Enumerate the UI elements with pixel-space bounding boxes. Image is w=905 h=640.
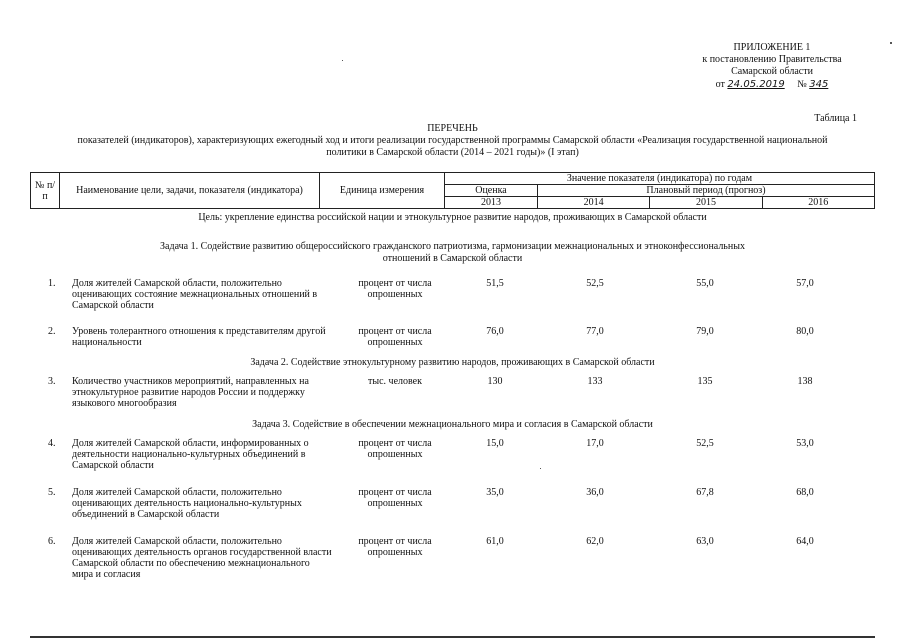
indicator-name: Уровень толерантного отношения к представителям другой национальности	[72, 326, 326, 348]
value-2015: 135	[697, 376, 713, 387]
indicator-unit: процент от числа опрошенных	[358, 278, 432, 300]
appendix-date-row	[687, 79, 857, 91]
value-2013: 76,0	[486, 326, 504, 337]
document-title: ПЕРЕЧЕНЬ	[427, 123, 478, 134]
scan-speck	[890, 42, 892, 44]
handwritten-number: 345	[809, 79, 829, 90]
value-2016: 53,0	[796, 438, 814, 449]
date-prefix: от	[715, 79, 725, 90]
number-prefix: №	[797, 79, 807, 90]
value-2013: 51,5	[486, 278, 504, 289]
row-number: 6.	[48, 536, 56, 547]
row-number: 3.	[48, 376, 56, 387]
indicators-table-header	[30, 172, 875, 209]
value-2013: 35,0	[486, 487, 504, 498]
year-header: 2015	[650, 197, 762, 209]
handwritten-date: 24.05.2019	[727, 79, 785, 90]
value-2014: 52,5	[586, 278, 604, 289]
indicator-unit: процент от числа опрошенных	[358, 536, 432, 558]
indicator-name: Доля жителей Самарской области, положительно оценивающих состояние межнациональных отношений в Самарской области	[72, 278, 318, 311]
col-name-header: Наименование цели, задачи, показателя (индикатора)	[60, 173, 320, 209]
value-2016: 64,0	[796, 536, 814, 547]
col-plan-header: Плановый период (прогноз)	[538, 185, 875, 197]
value-2016: 57,0	[796, 278, 814, 289]
indicator-unit: процент от числа опрошенных	[358, 438, 432, 460]
indicator-unit: процент от числа опрошенных	[358, 326, 432, 348]
value-2015: 67,8	[696, 487, 714, 498]
col-unit-header: Единица измерения	[320, 173, 445, 209]
row-number: 1.	[48, 278, 56, 289]
appendix-block	[687, 42, 857, 91]
indicator-name: Количество участников мероприятий, направленных на этнокультурное развитие народов России и поддержку языкового многообразия	[72, 376, 309, 409]
value-2016: 68,0	[796, 487, 814, 498]
scan-speck	[540, 468, 541, 469]
value-2014: 77,0	[586, 326, 604, 337]
value-2016: 80,0	[796, 326, 814, 337]
row-number: 5.	[48, 487, 56, 498]
col-num-header: № п/п	[31, 173, 60, 209]
task-3-heading: Задача 3. Содействие в обеспечении межнационального мира и согласия в Самарской области	[252, 419, 653, 430]
scan-speck	[342, 60, 343, 61]
task-1-heading: Задача 1. Содействие развитию общероссийского гражданского патриотизма, гармонизации межнациональных и этноконфессиональных отношений в Самарской области	[160, 241, 745, 264]
value-2013: 130	[487, 376, 503, 387]
value-2013: 15,0	[486, 438, 504, 449]
year-header: 2016	[762, 197, 874, 209]
col-estimate-header: Оценка	[445, 185, 538, 197]
value-2015: 63,0	[696, 536, 714, 547]
indicator-unit: процент от числа опрошенных	[358, 487, 432, 509]
value-2014: 133	[587, 376, 603, 387]
goal-line: Цель: укрепление единства российской нации и этнокультурное развитие народов, проживающих в Самарской области	[198, 212, 707, 223]
indicator-unit: тыс. человек	[368, 376, 422, 387]
value-2015: 52,5	[696, 438, 714, 449]
year-header: 2013	[445, 197, 538, 209]
value-2015: 79,0	[696, 326, 714, 337]
appendix-line3: Самарской области	[731, 66, 813, 77]
indicator-name: Доля жителей Самарской области, положительно оценивающих деятельность национально-культурных объединений в Самарской области	[72, 487, 302, 520]
value-2014: 62,0	[586, 536, 604, 547]
appendix-line2: к постановлению Правительства	[702, 54, 842, 65]
col-values-group-header: Значение показателя (индикатора) по годам	[445, 173, 875, 185]
value-2013: 61,0	[486, 536, 504, 547]
value-2014: 17,0	[586, 438, 604, 449]
row-number: 2.	[48, 326, 56, 337]
row-number: 4.	[48, 438, 56, 449]
table-number: Таблица 1	[814, 113, 857, 124]
value-2014: 36,0	[586, 487, 604, 498]
year-header: 2014	[538, 197, 650, 209]
value-2015: 55,0	[696, 278, 714, 289]
indicator-name: Доля жителей Самарской области, информированных о деятельности национально-культурных объединений в Самарской области	[72, 438, 309, 471]
scan-bottom-edge	[30, 636, 875, 638]
value-2016: 138	[797, 376, 813, 387]
indicator-name: Доля жителей Самарской области, положительно оценивающих деятельность органов государственной власти Самарской области по обеспечению межнационального мира и согласия	[72, 536, 332, 580]
appendix-title: ПРИЛОЖЕНИЕ 1	[733, 42, 811, 53]
document-subtitle: показателей (индикаторов), характеризующих ежегодный ход и итоги реализации государственной программы Самарской области «Реализация государственной национальной политики в Самарской области (2014 – 2021 годы)» (I этап)	[77, 135, 828, 158]
task-2-heading: Задача 2. Содействие этнокультурному развитию народов, проживающих в Самарской области	[250, 357, 655, 368]
